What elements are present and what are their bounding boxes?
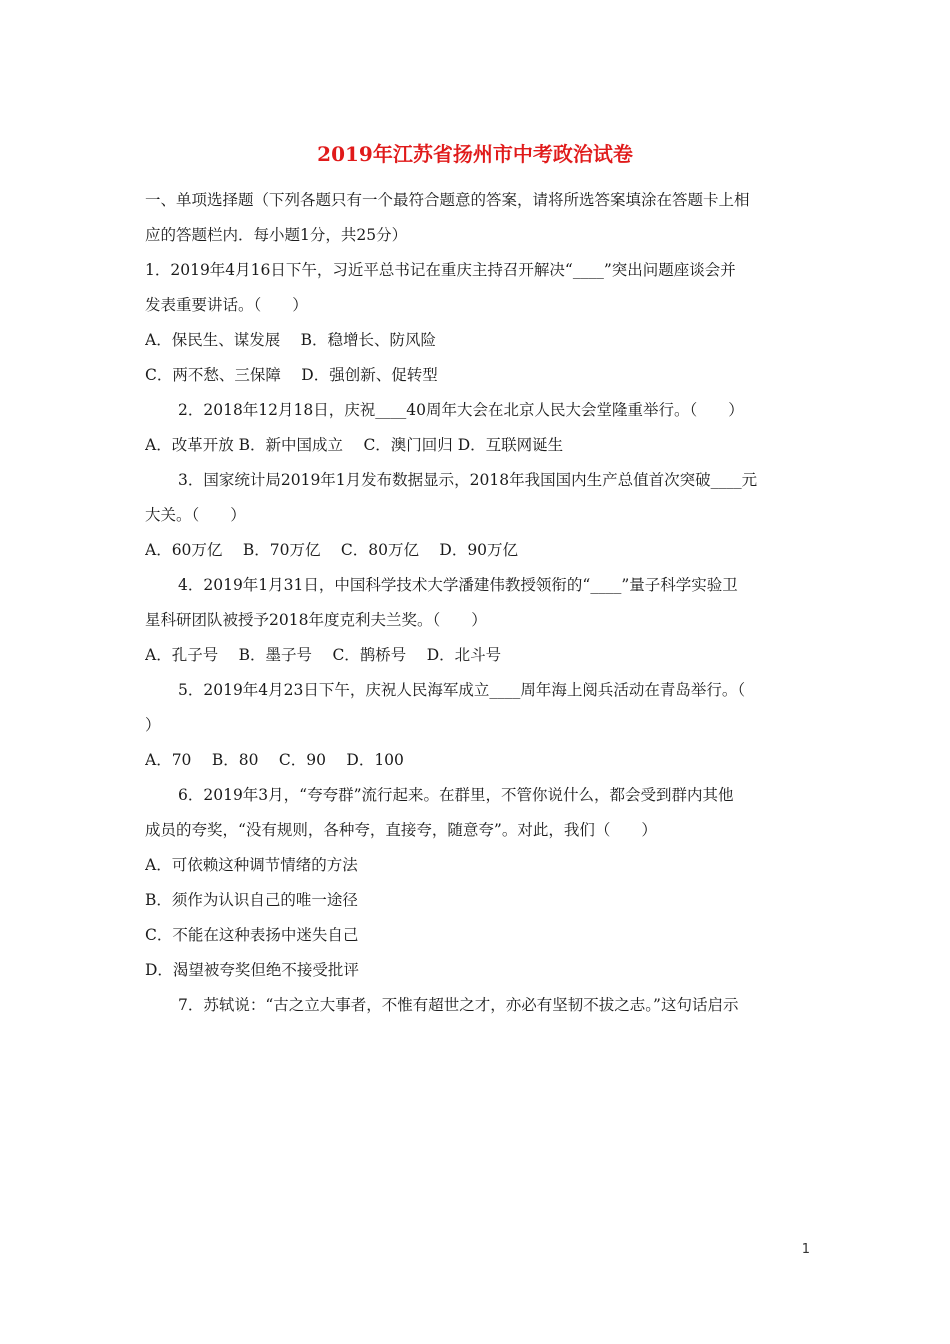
section-heading: 一、单项选择题（下列各题只有一个最符合题意的答案，请将所选答案填涂在答题卡上相 <box>145 191 750 209</box>
question-3-options: A．60万亿 B．70万亿 C．80万亿 D．90万亿 <box>145 541 519 559</box>
question-5-continued: ） <box>145 716 161 734</box>
question-2: 2．2018年12月18日，庆祝____40周年大会在北京人民大会堂隆重举行。（ ） <box>178 401 744 419</box>
question-6-option-c: C．不能在这种表扬中迷失自己 <box>145 926 359 944</box>
question-6-continued: 成员的夸奖，“没有规则，各种夸，直接夸，随意夸”。对此，我们（ ） <box>145 821 657 839</box>
question-1-options-ab: A．保民生、谋发展 B．稳增长、防风险 <box>145 331 437 349</box>
question-6-option-b: B．须作为认识自己的唯一途径 <box>145 891 358 909</box>
question-5: 5．2019年4月23日下午，庆祝人民海军成立____周年海上阅兵活动在青岛举行。（ <box>178 681 746 699</box>
question-1-options-cd: C．两不愁、三保障 D．强创新、促转型 <box>145 366 438 384</box>
question-6-option-a: A．可依赖这种调节情绪的方法 <box>145 856 358 874</box>
question-5-options: A．70 B．80 C．90 D．100 <box>145 751 404 769</box>
section-heading-continued: 应的答题栏内．每小题1分，共25分） <box>145 226 408 244</box>
question-3: 3．国家统计局2019年1月发布数据显示，2018年我国国内生产总值首次突破____元 <box>178 471 758 489</box>
page-title: 2019年江苏省扬州市中考政治试卷 <box>317 142 633 166</box>
question-1-continued: 发表重要讲话。（ ） <box>145 296 308 314</box>
question-4-options: A．孔子号 B．墨子号 C．鹊桥号 D．北斗号 <box>145 646 502 664</box>
question-2-options: A．改革开放 B．新中国成立 C．澳门回归 D．互联网诞生 <box>145 436 564 454</box>
question-4-continued: 星科研团队被授予2018年度克利夫兰奖。（ ） <box>145 611 487 629</box>
document-body <box>145 188 810 1028</box>
question-3-continued: 大关。（ ） <box>145 506 246 524</box>
page-number: 1 <box>801 1242 810 1257</box>
question-6: 6．2019年3月，“夸夸群”流行起来。在群里，不管你说什么，都会受到群内其他 <box>178 786 734 804</box>
question-4: 4．2019年1月31日，中国科学技术大学潘建伟教授领衔的“____”量子科学实验卫 <box>178 576 738 594</box>
question-6-option-d: D．渴望被夸奖但绝不接受批评 <box>145 961 359 979</box>
question-7: 7．苏轼说：“古之立大事者，不惟有超世之才，亦必有坚韧不拔之志。”这句话启示 <box>178 996 739 1014</box>
question-1: 1．2019年4月16日下午，习近平总书记在重庆主持召开解决“____”突出问题座谈会并 <box>145 261 736 279</box>
